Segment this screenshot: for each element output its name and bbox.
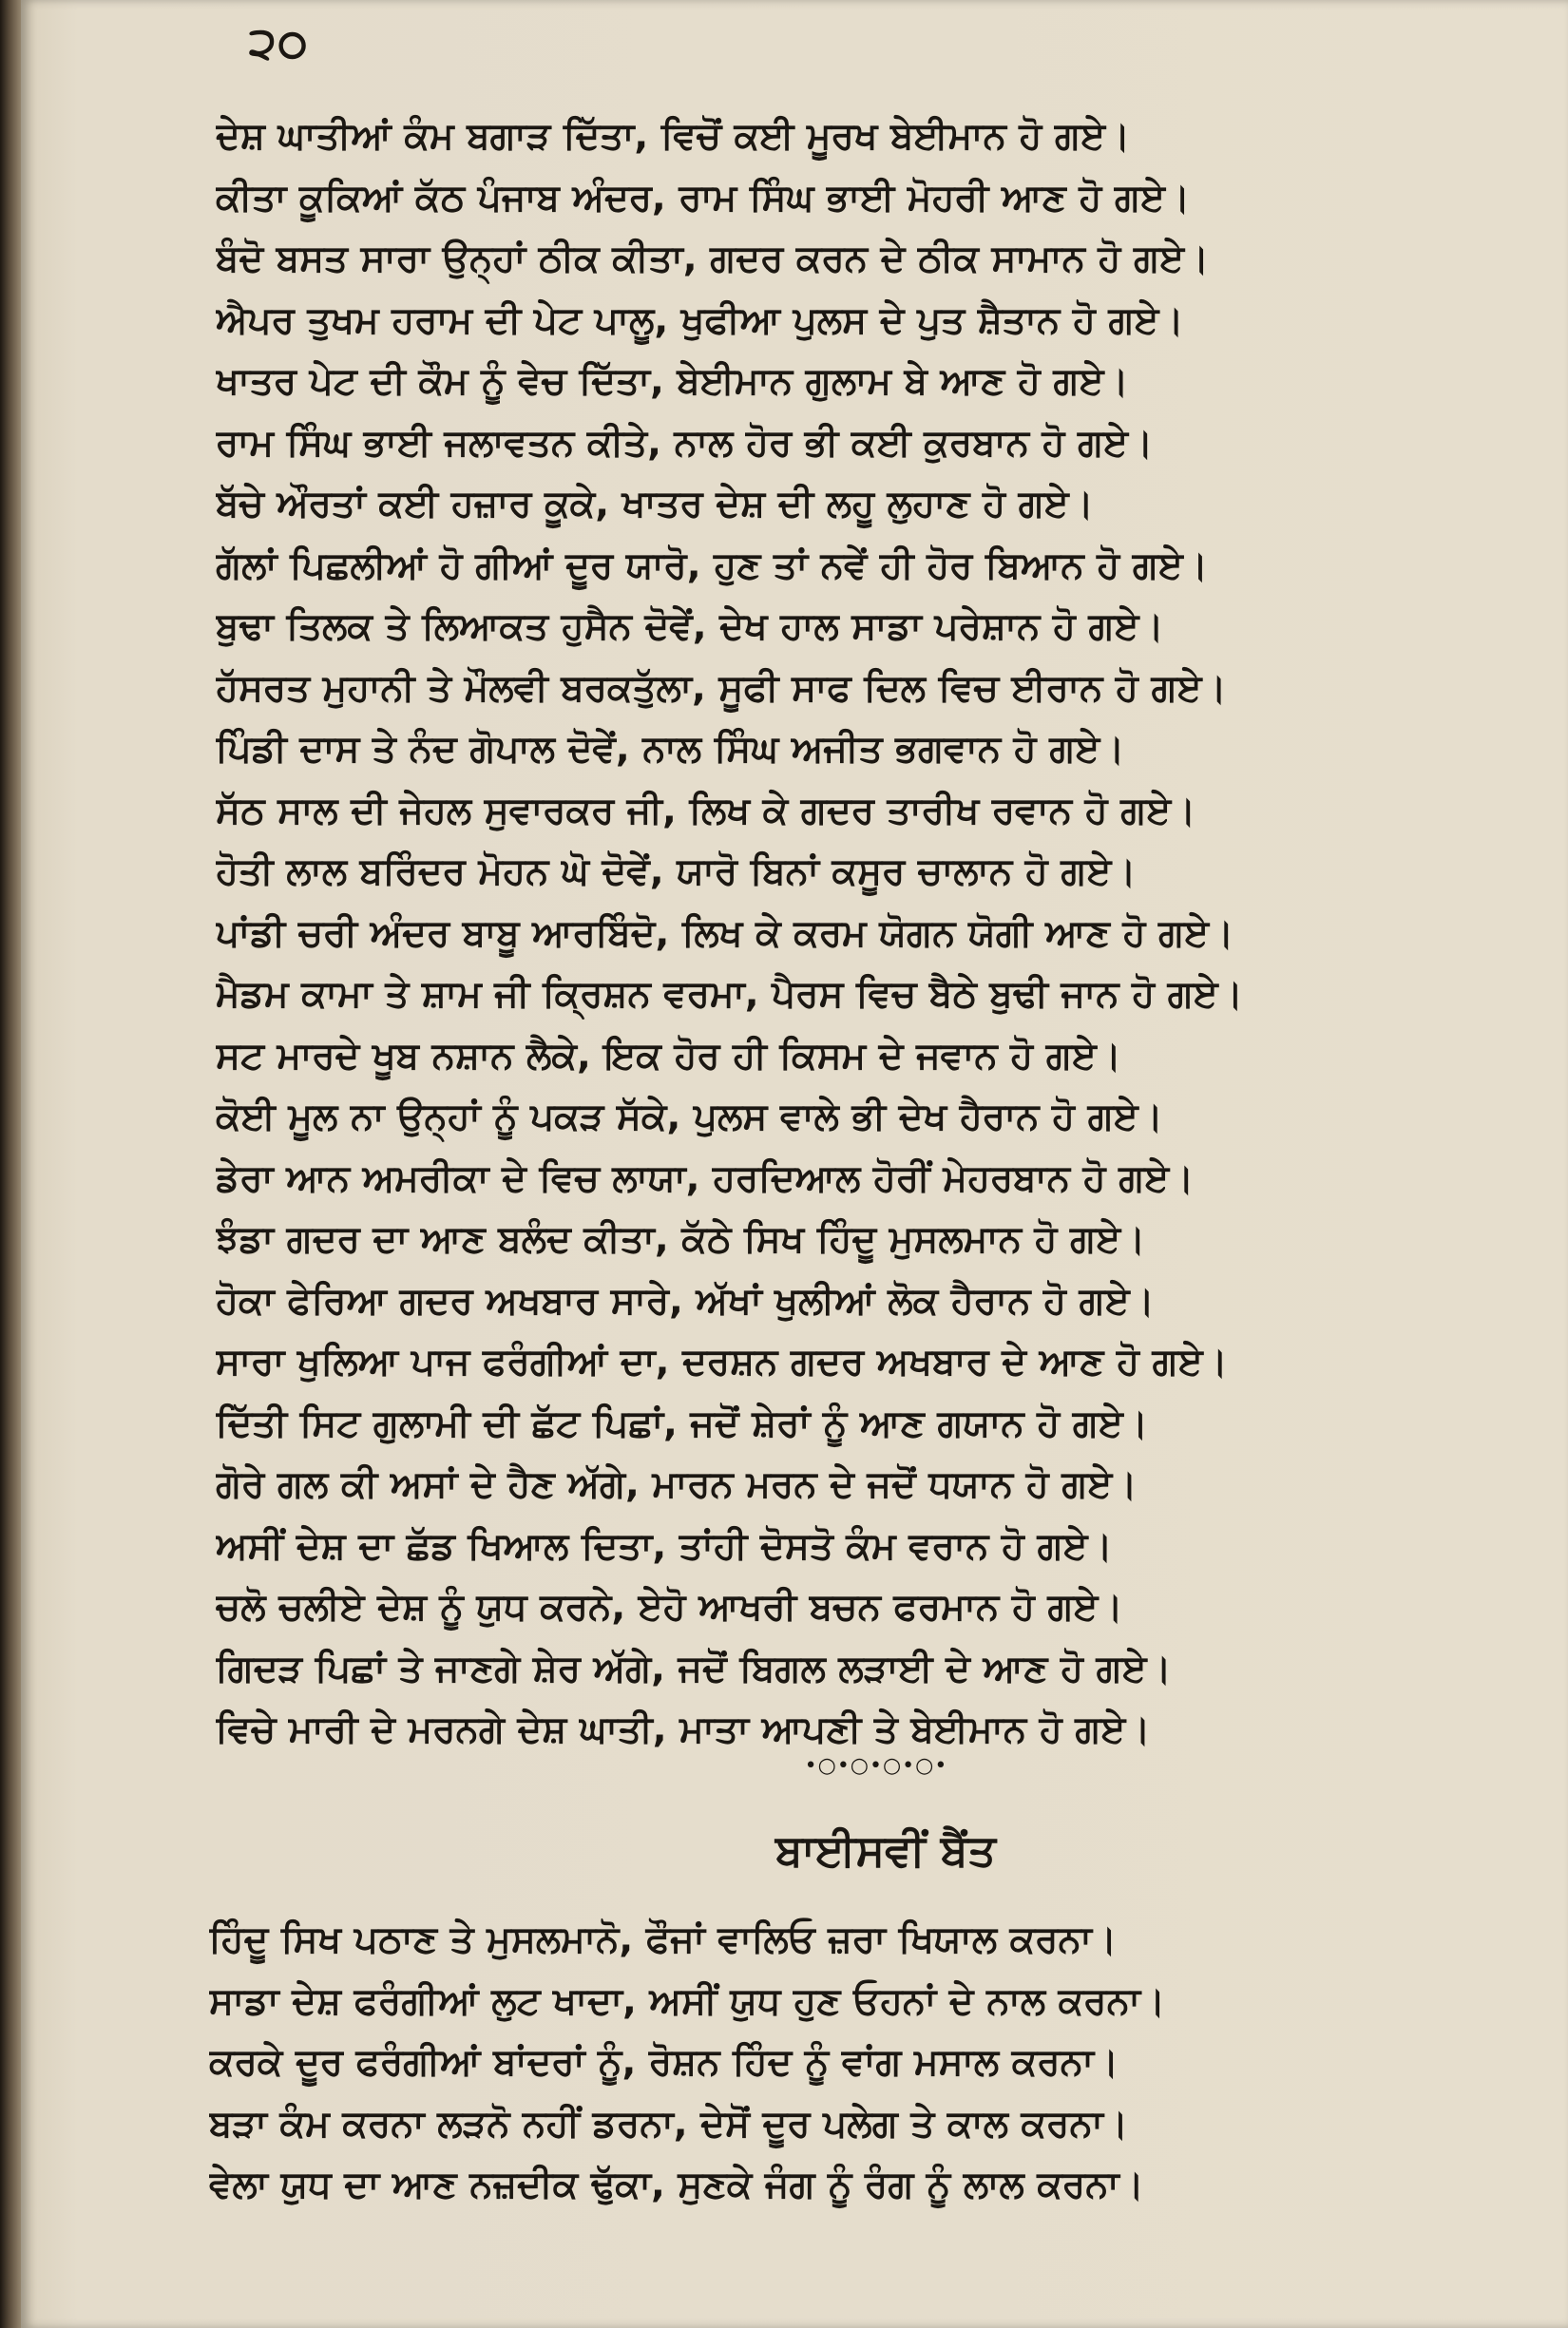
poem-line: ਚਲੋ ਚਲੀਏ ਦੇਸ਼ ਨੂੰ ਯੁਧ ਕਰਨੇ, ਏਹੋ ਆਖਰੀ ਬਚਨ ਫਰਮਾਨ ਹੋ ਗਏ। [216, 1586, 1123, 1629]
poem-line: ਦੇਸ਼ ਘਾਤੀਆਂ ਕੰਮ ਬਗਾੜ ਦਿੱਤਾ, ਵਿਚੋਂ ਕਈ ਮੂਰਖ ਬੇਈਮਾਨ ਹੋ ਗਏ। [216, 115, 1131, 158]
page-number: ੨੦ [249, 17, 310, 68]
poem-line: ਝੰਡਾ ਗਦਰ ਦਾ ਆਣ ਬਲੰਦ ਕੀਤਾ, ਕੱਠੇ ਸਿਖ ਹਿੰਦੂ ਮੁਸਲਮਾਨ ਹੋ ਗਏ। [216, 1218, 1146, 1261]
poem-line: ਗਿਦੜ ਪਿਛਾਂ ਤੇ ਜਾਣਗੇ ਸ਼ੇਰ ਅੱਗੇ, ਜਦੋਂ ਬਿਗਲ ਲੜਾਈ ਦੇ ਆਣ ਹੋ ਗਏ। [216, 1647, 1172, 1690]
poem-line: ਐਪਰ ਤੁਖਮ ਹਰਾਮ ਦੀ ਪੇਟ ਪਾਲੂ, ਖੁਫੀਆ ਪੁਲਸ ਦੇ ਪੁਤ ਸ਼ੈਤਾਨ ਹੋ ਗਏ। [216, 298, 1184, 342]
poem-line: ਗੋਰੇ ਗਲ ਕੀ ਅਸਾਂ ਦੇ ਹੈਣ ਅੱਗੇ, ਮਾਰਨ ਮਰਨ ਦੇ ਜਦੋਂ ਧਯਾਨ ਹੋ ਗਏ। [216, 1463, 1138, 1506]
poem-line: ਬੱਚੇ ਔਰਤਾਂ ਕਈ ਹਜ਼ਾਰ ਕੂਕੇ, ਖਾਤਰ ਦੇਸ਼ ਦੀ ਲਹੂ ਲੁਹਾਣ ਹੋ ਗਏ। [216, 483, 1094, 525]
book-page [21, 0, 1568, 2328]
poem-line: ਕੋਈ ਮੂਲ ਨਾ ਉਨ੍ਹਾਂ ਨੂੰ ਪਕੜ ਸੱਕੇ, ਪੁਲਸ ਵਾਲੇ ਭੀ ਦੇਖ ਹੈਰਾਨ ਹੋ ਗਏ। [216, 1096, 1163, 1138]
poem-line: ਮੈਡਮ ਕਾਮਾ ਤੇ ਸ਼ਾਮ ਜੀ ਕ੍ਰਿਸ਼ਨ ਵਰਮਾ, ਪੈਰਸ ਵਿਚ ਬੈਠੇ ਬੁਢੀ ਜਾਨ ਹੋ ਗਏ। [216, 973, 1243, 1016]
section-line: ਹਿੰਦੂ ਸਿਖ ਪਠਾਣ ਤੇ ਮੁਸਲਮਾਨੋ, ਫੌਜਾਂ ਵਾਲਿਓ ਜ਼ਰਾ ਖਿਯਾਲ ਕਰਨਾ। [209, 1918, 1118, 1961]
poem-line: ਸਟ ਮਾਰਦੇ ਖੂਬ ਨਸ਼ਾਨ ਲੈਕੇ, ਇਕ ਹੋਰ ਹੀ ਕਿਸਮ ਦੇ ਜਵਾਨ ਹੋ ਗਏ। [216, 1034, 1122, 1078]
poem-line: ਰਾਮ ਸਿੰਘ ਭਾਈ ਜਲਾਵਤਨ ਕੀਤੇ, ਨਾਲ ਹੋਰ ਭੀ ਕਈ ਕੁਰਬਾਨ ਹੋ ਗਏ। [216, 421, 1154, 465]
poem-line: ਖਾਤਰ ਪੇਟ ਦੀ ਕੌਮ ਨੂੰ ਵੇਚ ਦਿੱਤਾ, ਬੇਈਮਾਨ ਗੁਲਾਮ ਬੇ ਆਣ ਹੋ ਗਏ। [216, 360, 1129, 403]
poem-line: ਡੇਰਾ ਆਨ ਅਮਰੀਕਾ ਦੇ ਵਿਚ ਲਾਯਾ, ਹਰਦਿਆਲ ਹੋਰੀਂ ਮੇਹਰਬਾਨ ਹੋ ਗਏ। [216, 1156, 1195, 1200]
poem-line: ਅਸੀਂ ਦੇਸ਼ ਦਾ ਛੱਡ ਖਿਆਲ ਦਿਤਾ, ਤਾਂਹੀ ਦੋਸਤੋ ਕੰਮ ਵਰਾਨ ਹੋ ਗਏ। [216, 1524, 1113, 1568]
poem-line: ਹੋਤੀ ਲਾਲ ਬਰਿੰਦਰ ਮੋਹਨ ਘੋ ਦੋਵੇਂ, ਯਾਰੋ ਬਿਨਾਂ ਕਸੂਰ ਚਾਲਾਨ ਹੋ ਗਏ। [216, 850, 1137, 893]
poem-line: ਹੱਸਰਤ ਮੁਹਾਨੀ ਤੇ ਮੌਲਵੀ ਬਰਕਤੁੱਲਾ, ਸੂਫੀ ਸਾਫ ਦਿਲ ਵਿਚ ਈਰਾਨ ਹੋ ਗਏ। [216, 666, 1227, 710]
section-body [209, 1910, 1568, 2217]
poem-line: ਪਿੰਡੀ ਦਾਸ ਤੇ ਨੰਦ ਗੋਪਾਲ ਦੋਵੇਂ, ਨਾਲ ਸਿੰਘ ਅਜੀਤ ਭਗਵਾਨ ਹੋ ਗਏ। [216, 728, 1125, 771]
poem-line: ਬੰਦੋ ਬਸਤ ਸਾਰਾ ਉਨ੍ਹਾਂ ਠੀਕ ਕੀਤਾ, ਗਦਰ ਕਰਨ ਦੇ ਠੀਕ ਸਾਮਾਨ ਹੋ ਗਏ। [216, 238, 1210, 280]
section-heading: ਬਾਈਸਵੀਂ ਬੈਂਤ [775, 1824, 996, 1876]
poem-line: ਬੁਢਾ ਤਿਲਕ ਤੇ ਲਿਆਕਤ ਹੁਸੈਨ ਦੋਵੇਂ, ਦੇਖ ਹਾਲ ਸਾਡਾ ਪਰੇਸ਼ਾਨ ਹੋ ਗਏ। [216, 605, 1164, 648]
poem-line: ਗੱਲਾਂ ਪਿਛਲੀਆਂ ਹੋ ਗੀਆਂ ਦੂਰ ਯਾਰੋ, ਹੁਣ ਤਾਂ ਨਵੇਂ ਹੀ ਹੋਰ ਬਿਆਨ ਹੋ ਗਏ। [216, 544, 1209, 587]
poem-line: ਸੱਠ ਸਾਲ ਦੀ ਜੇਹਲ ਸੁਵਾਰਕਰ ਜੀ, ਲਿਖ ਕੇ ਗਦਰ ਤਾਰੀਖ ਰਵਾਨ ਹੋ ਗਏ। [216, 789, 1196, 832]
poem-line: ਕੀਤਾ ਕੂਕਿਆਂ ਕੱਠ ਪੰਜਾਬ ਅੰਦਰ, ਰਾਮ ਸਿੰਘ ਭਾਈ ਮੋਹਰੀ ਆਣ ਹੋ ਗਏ। [216, 176, 1191, 219]
poem-line: ਪਾਂਡੀ ਚਰੀ ਅੰਦਰ ਬਾਬੂ ਆਰਬਿੰਦੋ, ਲਿਖ ਕੇ ਕਰਮ ਯੋਗਨ ਯੋਗੀ ਆਣ ਹੋ ਗਏ। [216, 911, 1234, 955]
section-line: ਸਾਡਾ ਦੇਸ਼ ਫਰੰਗੀਆਂ ਲੁਟ ਖਾਦਾ, ਅਸੀਂ ਯੁਧ ਹੁਣ ਓਹਨਾਂ ਦੇ ਨਾਲ ਕਰਨਾ। [209, 1979, 1166, 2023]
poem-line: ਦਿੱਤੀ ਸਿਟ ਗੁਲਾਮੀ ਦੀ ਛੱਟ ਪਿਛਾਂ, ਜਦੋਂ ਸ਼ੇਰਾਂ ਨੂੰ ਆਣ ਗਯਾਨ ਹੋ ਗਏ। [216, 1402, 1149, 1445]
poem-line: ਵਿਚੇ ਮਾਰੀ ਦੇ ਮਰਨਗੇ ਦੇਸ਼ ਘਾਤੀ, ਮਾਤਾ ਆਪਣੀ ਤੇ ਬੇਈਮਾਨ ਹੋ ਗਏ। [216, 1708, 1151, 1751]
section-line: ਕਰਕੇ ਦੂਰ ਫਰੰਗੀਆਂ ਬਾਂਦਰਾਂ ਨੂੰ, ਰੋਸ਼ਨ ਹਿੰਦ ਨੂੰ ਵਾਂਗ ਮਸਾਲ ਕਰਨਾ। [209, 2041, 1119, 2084]
ornamental-divider: •○•○•○•○• [804, 1754, 948, 1778]
section-line: ਵੇਲਾ ਯੁਧ ਦਾ ਆਣ ਨਜ਼ਦੀਕ ਢੁੱਕਾ, ਸੁਣਕੇ ਜੰਗ ਨੂੰ ਰੰਗ ਨੂੰ ਲਾਲ ਕਰਨਾ। [209, 2164, 1144, 2206]
poem-body [216, 106, 1565, 1762]
poem-line: ਹੋਕਾ ਫੇਰਿਆ ਗਦਰ ਅਖਬਾਰ ਸਾਰੇ, ਅੱਖਾਂ ਖੁਲੀਆਂ ਲੋਕ ਹੈਰਾਨ ਹੋ ਗਏ। [216, 1279, 1155, 1323]
poem-line: ਸਾਰਾ ਖੁਲਿਆ ਪਾਜ ਫਰੰਗੀਆਂ ਦਾ, ਦਰਸ਼ਨ ਗਦਰ ਅਖਬਾਰ ਦੇ ਆਣ ਹੋ ਗਏ। [216, 1341, 1228, 1383]
section-line: ਬੜਾ ਕੰਮ ਕਰਨਾ ਲੜਨੋ ਨਹੀਂ ਡਰਨਾ, ਦੇਸੋਂ ਦੂਰ ਪਲੇਗ ਤੇ ਕਾਲ ਕਰਨਾ। [209, 2102, 1129, 2146]
